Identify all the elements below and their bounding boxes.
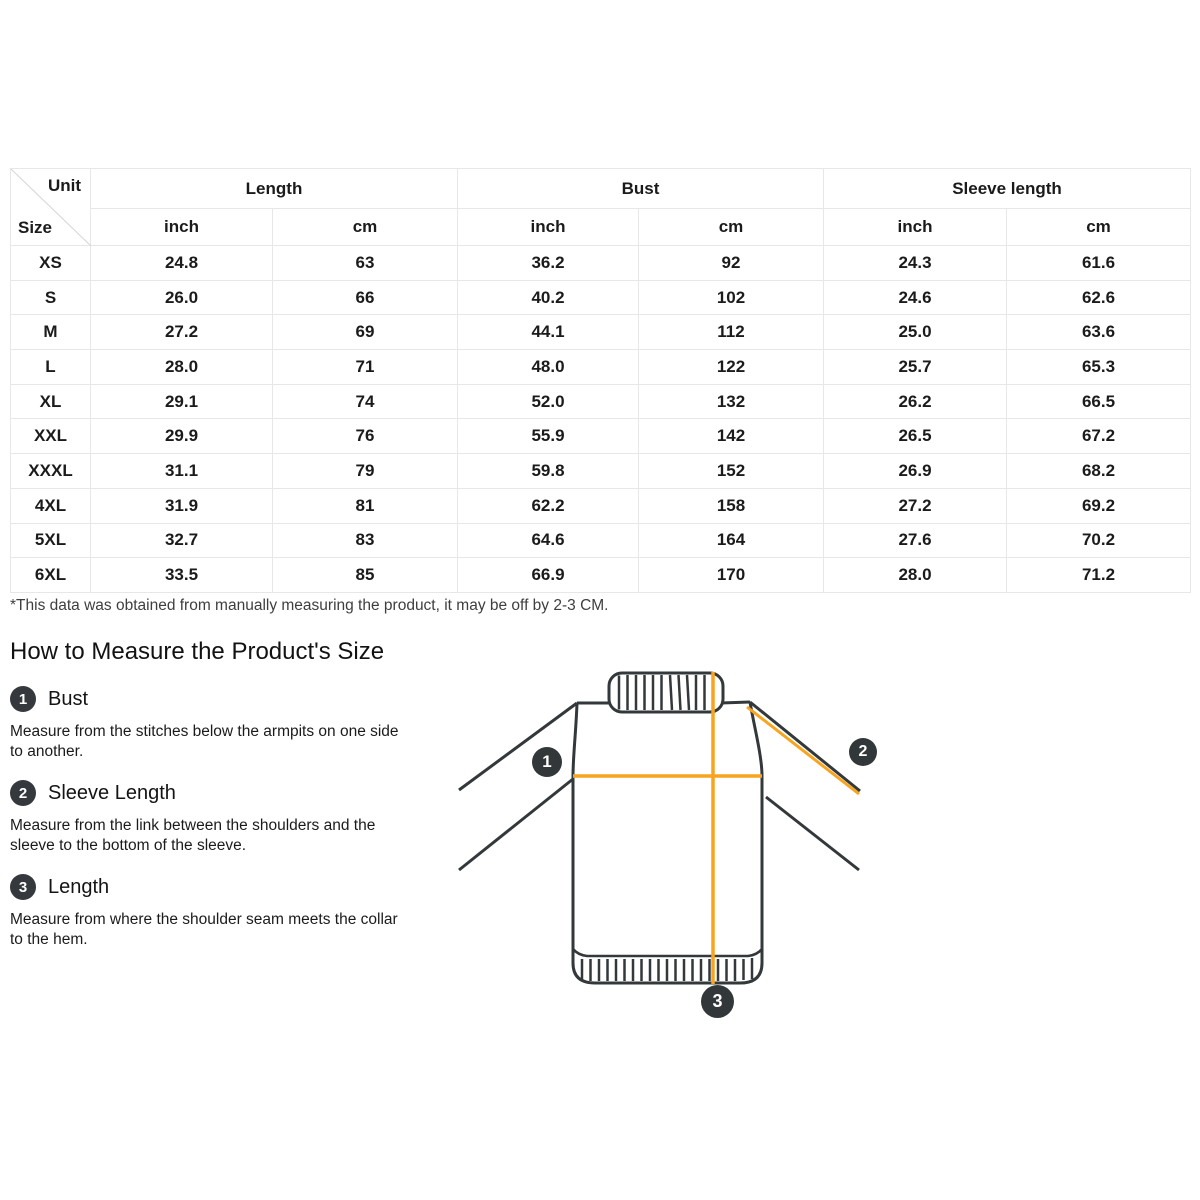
step-1-badge: 1 — [10, 686, 36, 712]
table-row — [11, 419, 1191, 454]
value-cell: 62.2 — [458, 488, 639, 523]
value-cell: 158 — [639, 488, 824, 523]
value-cell: 68.2 — [1007, 454, 1191, 489]
hem-ribs — [582, 958, 752, 981]
size-cell: 4XL — [11, 488, 91, 523]
corner-unit-label: Unit — [47, 176, 81, 195]
unit-header: inch — [458, 209, 639, 246]
step-3-badge: 3 — [10, 874, 36, 900]
size-cell: S — [11, 280, 91, 315]
value-cell: 40.2 — [458, 280, 639, 315]
table-group-header-row — [11, 169, 1191, 209]
value-cell: 27.2 — [91, 315, 273, 350]
value-cell: 48.0 — [458, 350, 639, 385]
value-cell: 69.2 — [1007, 488, 1191, 523]
table-unit-header-row — [11, 209, 1191, 246]
measure-item-length-label: Length — [48, 875, 110, 898]
value-cell: 25.7 — [824, 350, 1007, 385]
value-cell: 71.2 — [1007, 558, 1191, 593]
value-cell: 26.0 — [91, 280, 273, 315]
value-cell: 24.8 — [91, 246, 273, 281]
value-cell: 112 — [639, 315, 824, 350]
measurement-disclaimer: *This data was obtained from manually measuring the product, it may be off by 2-3 CM. — [10, 597, 609, 614]
value-cell: 70.2 — [1007, 523, 1191, 558]
table-row — [11, 246, 1191, 281]
value-cell: 27.6 — [824, 523, 1007, 558]
sweater-outline — [455, 650, 859, 1025]
value-cell: 83 — [273, 523, 458, 558]
value-cell: 26.9 — [824, 454, 1007, 489]
value-cell: 102 — [639, 280, 824, 315]
diagram-badge-2: 2 — [849, 738, 877, 766]
size-cell: XL — [11, 384, 91, 419]
diagram-badge-1: 1 — [532, 747, 562, 777]
size-cell: XXXL — [11, 454, 91, 489]
value-cell: 76 — [273, 419, 458, 454]
value-cell: 24.6 — [824, 280, 1007, 315]
value-cell: 61.6 — [1007, 246, 1191, 281]
table-row — [11, 558, 1191, 593]
table-row — [11, 350, 1191, 385]
corner-size-label: Size — [18, 218, 53, 237]
value-cell: 92 — [639, 246, 824, 281]
value-cell: 85 — [273, 558, 458, 593]
sleeves — [459, 702, 860, 870]
value-cell: 44.1 — [458, 315, 639, 350]
value-cell: 74 — [273, 384, 458, 419]
size-table — [10, 168, 1191, 593]
group-header-length: Length — [91, 169, 458, 209]
value-cell: 69 — [273, 315, 458, 350]
diagram-badge-3: 3 — [701, 985, 734, 1018]
measure-item-sleeve-length-label: Sleeve Length — [48, 781, 176, 804]
value-cell: 25.0 — [824, 315, 1007, 350]
hem-band-top — [573, 949, 762, 956]
body-outline — [573, 702, 762, 983]
value-cell: 26.5 — [824, 419, 1007, 454]
value-cell: 63.6 — [1007, 315, 1191, 350]
measure-item-length — [10, 874, 109, 900]
table-row — [11, 454, 1191, 489]
measure-item-bust-label: Bust — [48, 687, 89, 710]
value-cell: 36.2 — [458, 246, 639, 281]
size-cell: XS — [11, 246, 91, 281]
how-to-measure-title: How to Measure the Product's Size — [10, 638, 385, 665]
value-cell: 79 — [273, 454, 458, 489]
unit-header: inch — [824, 209, 1007, 246]
unit-header: cm — [273, 209, 458, 246]
unit-header: inch — [91, 209, 273, 246]
value-cell: 59.8 — [458, 454, 639, 489]
size-cell: L — [11, 350, 91, 385]
value-cell: 66.9 — [458, 558, 639, 593]
value-cell: 71 — [273, 350, 458, 385]
size-cell: 6XL — [11, 558, 91, 593]
measure-item-bust-description: Measure from the stitches below the armpits on one side to another. — [10, 723, 399, 760]
corner-cell — [11, 169, 91, 246]
collar-outline — [609, 673, 723, 712]
value-cell: 66 — [273, 280, 458, 315]
table-row — [11, 523, 1191, 558]
size-cell: XXL — [11, 419, 91, 454]
group-header-bust: Bust — [458, 169, 824, 209]
collar-ribs — [619, 675, 713, 710]
measure-item-bust — [10, 686, 88, 712]
measure-item-sleeve-length — [10, 780, 176, 806]
measure-item-length-description: Measure from where the shoulder seam meets the collar to the hem. — [10, 911, 398, 948]
table-row — [11, 315, 1191, 350]
value-cell: 24.3 — [824, 246, 1007, 281]
value-cell: 29.1 — [91, 384, 273, 419]
sleeve-measure-line — [747, 707, 859, 794]
value-cell: 28.0 — [91, 350, 273, 385]
value-cell: 122 — [639, 350, 824, 385]
value-cell: 164 — [639, 523, 824, 558]
size-cell: 5XL — [11, 523, 91, 558]
group-header-sleeve-length: Sleeve length — [824, 169, 1191, 209]
value-cell: 26.2 — [824, 384, 1007, 419]
step-2-badge: 2 — [10, 780, 36, 806]
measure-item-sleeve-length-description: Measure from the link between the shoulders and the sleeve to the bottom of the sleeve. — [10, 817, 376, 854]
value-cell: 132 — [639, 384, 824, 419]
table-row — [11, 384, 1191, 419]
unit-header: cm — [1007, 209, 1191, 246]
value-cell: 33.5 — [91, 558, 273, 593]
sweater-measurement-diagram — [455, 650, 868, 1025]
value-cell: 62.6 — [1007, 280, 1191, 315]
value-cell: 31.1 — [91, 454, 273, 489]
value-cell: 29.9 — [91, 419, 273, 454]
value-cell: 28.0 — [824, 558, 1007, 593]
value-cell: 55.9 — [458, 419, 639, 454]
value-cell: 170 — [639, 558, 824, 593]
value-cell: 31.9 — [91, 488, 273, 523]
value-cell: 63 — [273, 246, 458, 281]
value-cell: 65.3 — [1007, 350, 1191, 385]
value-cell: 142 — [639, 419, 824, 454]
value-cell: 52.0 — [458, 384, 639, 419]
value-cell: 64.6 — [458, 523, 639, 558]
value-cell: 152 — [639, 454, 824, 489]
value-cell: 66.5 — [1007, 384, 1191, 419]
measurement-lines — [573, 672, 859, 984]
value-cell: 81 — [273, 488, 458, 523]
table-row — [11, 488, 1191, 523]
value-cell: 67.2 — [1007, 419, 1191, 454]
size-cell: M — [11, 315, 91, 350]
value-cell: 32.7 — [91, 523, 273, 558]
table-row — [11, 280, 1191, 315]
unit-header: cm — [639, 209, 824, 246]
value-cell: 27.2 — [824, 488, 1007, 523]
